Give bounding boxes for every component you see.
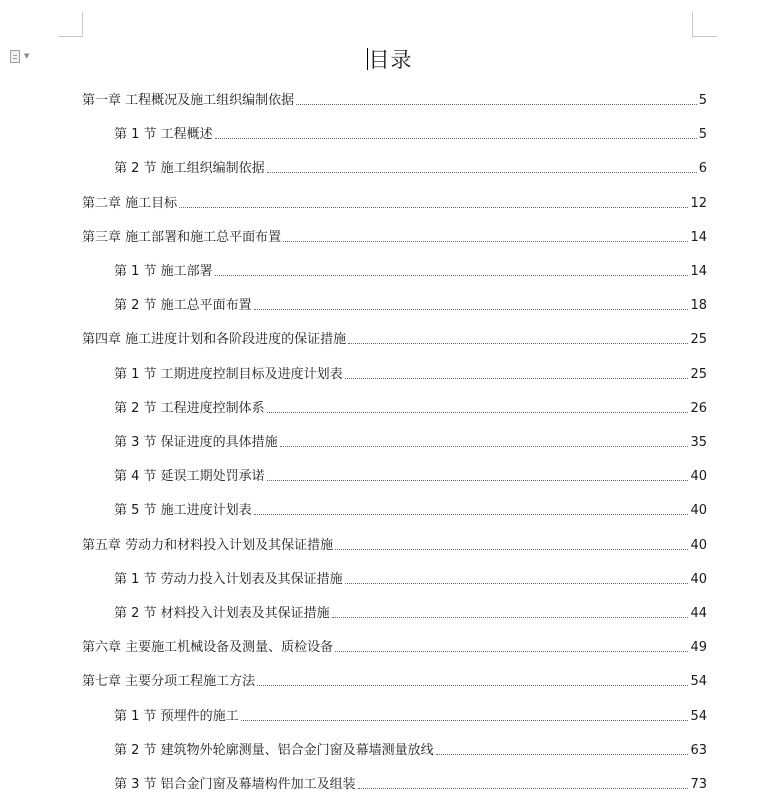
toc-section-entry[interactable] xyxy=(114,570,707,588)
toc-section-entry[interactable] xyxy=(114,433,707,451)
toc-page-number: 54 xyxy=(690,674,707,689)
toc-entry-label: 第 1 节 劳动力投入计划表及其保证措施 xyxy=(114,572,343,587)
dot-leader xyxy=(179,207,688,208)
toc-section-entry[interactable] xyxy=(114,262,707,280)
dot-leader xyxy=(358,788,689,789)
dot-leader xyxy=(348,343,688,344)
toc-entry-label: 第六章 主要施工机械设备及测量、质检设备 xyxy=(82,640,334,655)
toc-page-number: 40 xyxy=(690,503,707,518)
toc-chapter-entry[interactable] xyxy=(82,638,707,656)
dot-leader xyxy=(335,651,688,652)
toc-entry-label: 第五章 劳动力和材料投入计划及其保证措施 xyxy=(82,538,334,553)
toc-page-number: 63 xyxy=(690,743,707,758)
dot-leader xyxy=(254,309,689,310)
toc-entry-label: 第 1 节 施工部署 xyxy=(114,264,213,279)
toc-page-number: 25 xyxy=(690,367,707,382)
toc-entry-label: 第四章 施工进度计划和各阶段进度的保证措施 xyxy=(82,332,347,347)
toc-entry-label: 第一章 工程概况及施工组织编制依据 xyxy=(82,93,295,108)
toc-page-number: 40 xyxy=(690,572,707,587)
toc-page-number: 49 xyxy=(690,640,707,655)
toc-page-number: 14 xyxy=(690,230,707,245)
toc-entry-label: 第 1 节 工程概述 xyxy=(114,127,213,142)
dot-leader xyxy=(335,549,688,550)
toc-chapter-entry[interactable] xyxy=(82,91,707,109)
text-cursor xyxy=(367,48,368,70)
dot-leader xyxy=(267,172,697,173)
toc-entry-label: 第 2 节 施工组织编制依据 xyxy=(114,161,265,176)
toc-entry-label: 第 5 节 施工进度计划表 xyxy=(114,503,252,518)
toc-page-number: 18 xyxy=(690,298,707,313)
dot-leader xyxy=(345,583,689,584)
toc-entry-label: 第 3 节 保证进度的具体措施 xyxy=(114,435,278,450)
toc-section-entry[interactable] xyxy=(114,159,707,177)
toc-entry-label: 第 2 节 施工总平面布置 xyxy=(114,298,252,313)
toc-entry-label: 第 2 节 工程进度控制体系 xyxy=(114,401,265,416)
toc-section-entry[interactable] xyxy=(114,741,707,759)
toc-section-entry[interactable] xyxy=(114,125,707,143)
toc-section-entry[interactable] xyxy=(114,399,707,417)
toc-page-number: 25 xyxy=(690,332,707,347)
toc-page-number: 6 xyxy=(698,161,707,176)
toc-chapter-entry[interactable] xyxy=(82,536,707,554)
toc-page-number: 5 xyxy=(698,93,707,108)
toc-page-number: 26 xyxy=(690,401,707,416)
toc-page-number: 40 xyxy=(690,538,707,553)
toc-page-number: 73 xyxy=(690,777,707,792)
toc-section-entry[interactable] xyxy=(114,707,707,725)
toc-page-number: 5 xyxy=(698,127,707,142)
toc-entry-label: 第 1 节 预埋件的施工 xyxy=(114,709,239,724)
toc-entry-label: 第 1 节 工期进度控制目标及进度计划表 xyxy=(114,367,343,382)
dropdown-arrow-icon: ▼ xyxy=(24,52,30,60)
dot-leader xyxy=(215,275,689,276)
dot-leader xyxy=(267,412,689,413)
dot-leader xyxy=(267,480,689,481)
toc-entry-label: 第 3 节 铝合金门窗及幕墙构件加工及组装 xyxy=(114,777,356,792)
toc-entry-label: 第 4 节 延误工期处罚承诺 xyxy=(114,469,265,484)
toc-entry-label: 第二章 施工目标 xyxy=(82,196,178,211)
page-corner-mark-top-left xyxy=(58,12,83,37)
dot-leader xyxy=(257,685,688,686)
toc-entry-label: 第七章 主要分项工程施工方法 xyxy=(82,674,256,689)
toc-chapter-entry[interactable] xyxy=(82,330,707,348)
toc-chapter-entry[interactable] xyxy=(82,672,707,690)
toc-page-number: 14 xyxy=(690,264,707,279)
dot-leader xyxy=(241,720,689,721)
toc-page-number: 44 xyxy=(690,606,707,621)
toc-section-entry[interactable] xyxy=(114,365,707,383)
dot-leader xyxy=(296,104,697,105)
toc-chapter-entry[interactable] xyxy=(82,228,707,246)
dot-leader xyxy=(254,514,689,515)
toc-title: 目录 xyxy=(368,48,413,72)
toc-page-number: 40 xyxy=(690,469,707,484)
dot-leader xyxy=(215,138,697,139)
toc-page-number: 12 xyxy=(690,196,707,211)
toc-page-number: 35 xyxy=(690,435,707,450)
toc-section-entry[interactable] xyxy=(114,501,707,519)
toc-entry-label: 第 2 节 建筑物外轮廓测量、铝合金门窗及幕墙测量放线 xyxy=(114,743,434,758)
toc-entry-label: 第 2 节 材料投入计划表及其保证措施 xyxy=(114,606,330,621)
dot-leader xyxy=(436,754,689,755)
toc-section-entry[interactable] xyxy=(114,604,707,622)
toc-chapter-entry[interactable] xyxy=(82,194,707,212)
page-corner-mark-top-right xyxy=(692,12,717,37)
toc-entry-label: 第三章 施工部署和施工总平面布置 xyxy=(82,230,282,245)
toc-section-entry[interactable] xyxy=(114,467,707,485)
toc-section-entry[interactable] xyxy=(114,775,707,793)
dot-leader xyxy=(283,241,688,242)
toc-section-entry[interactable] xyxy=(114,296,707,314)
toc-page-number: 54 xyxy=(690,709,707,724)
dot-leader xyxy=(345,378,689,379)
dot-leader xyxy=(332,617,689,618)
dot-leader xyxy=(280,446,689,447)
